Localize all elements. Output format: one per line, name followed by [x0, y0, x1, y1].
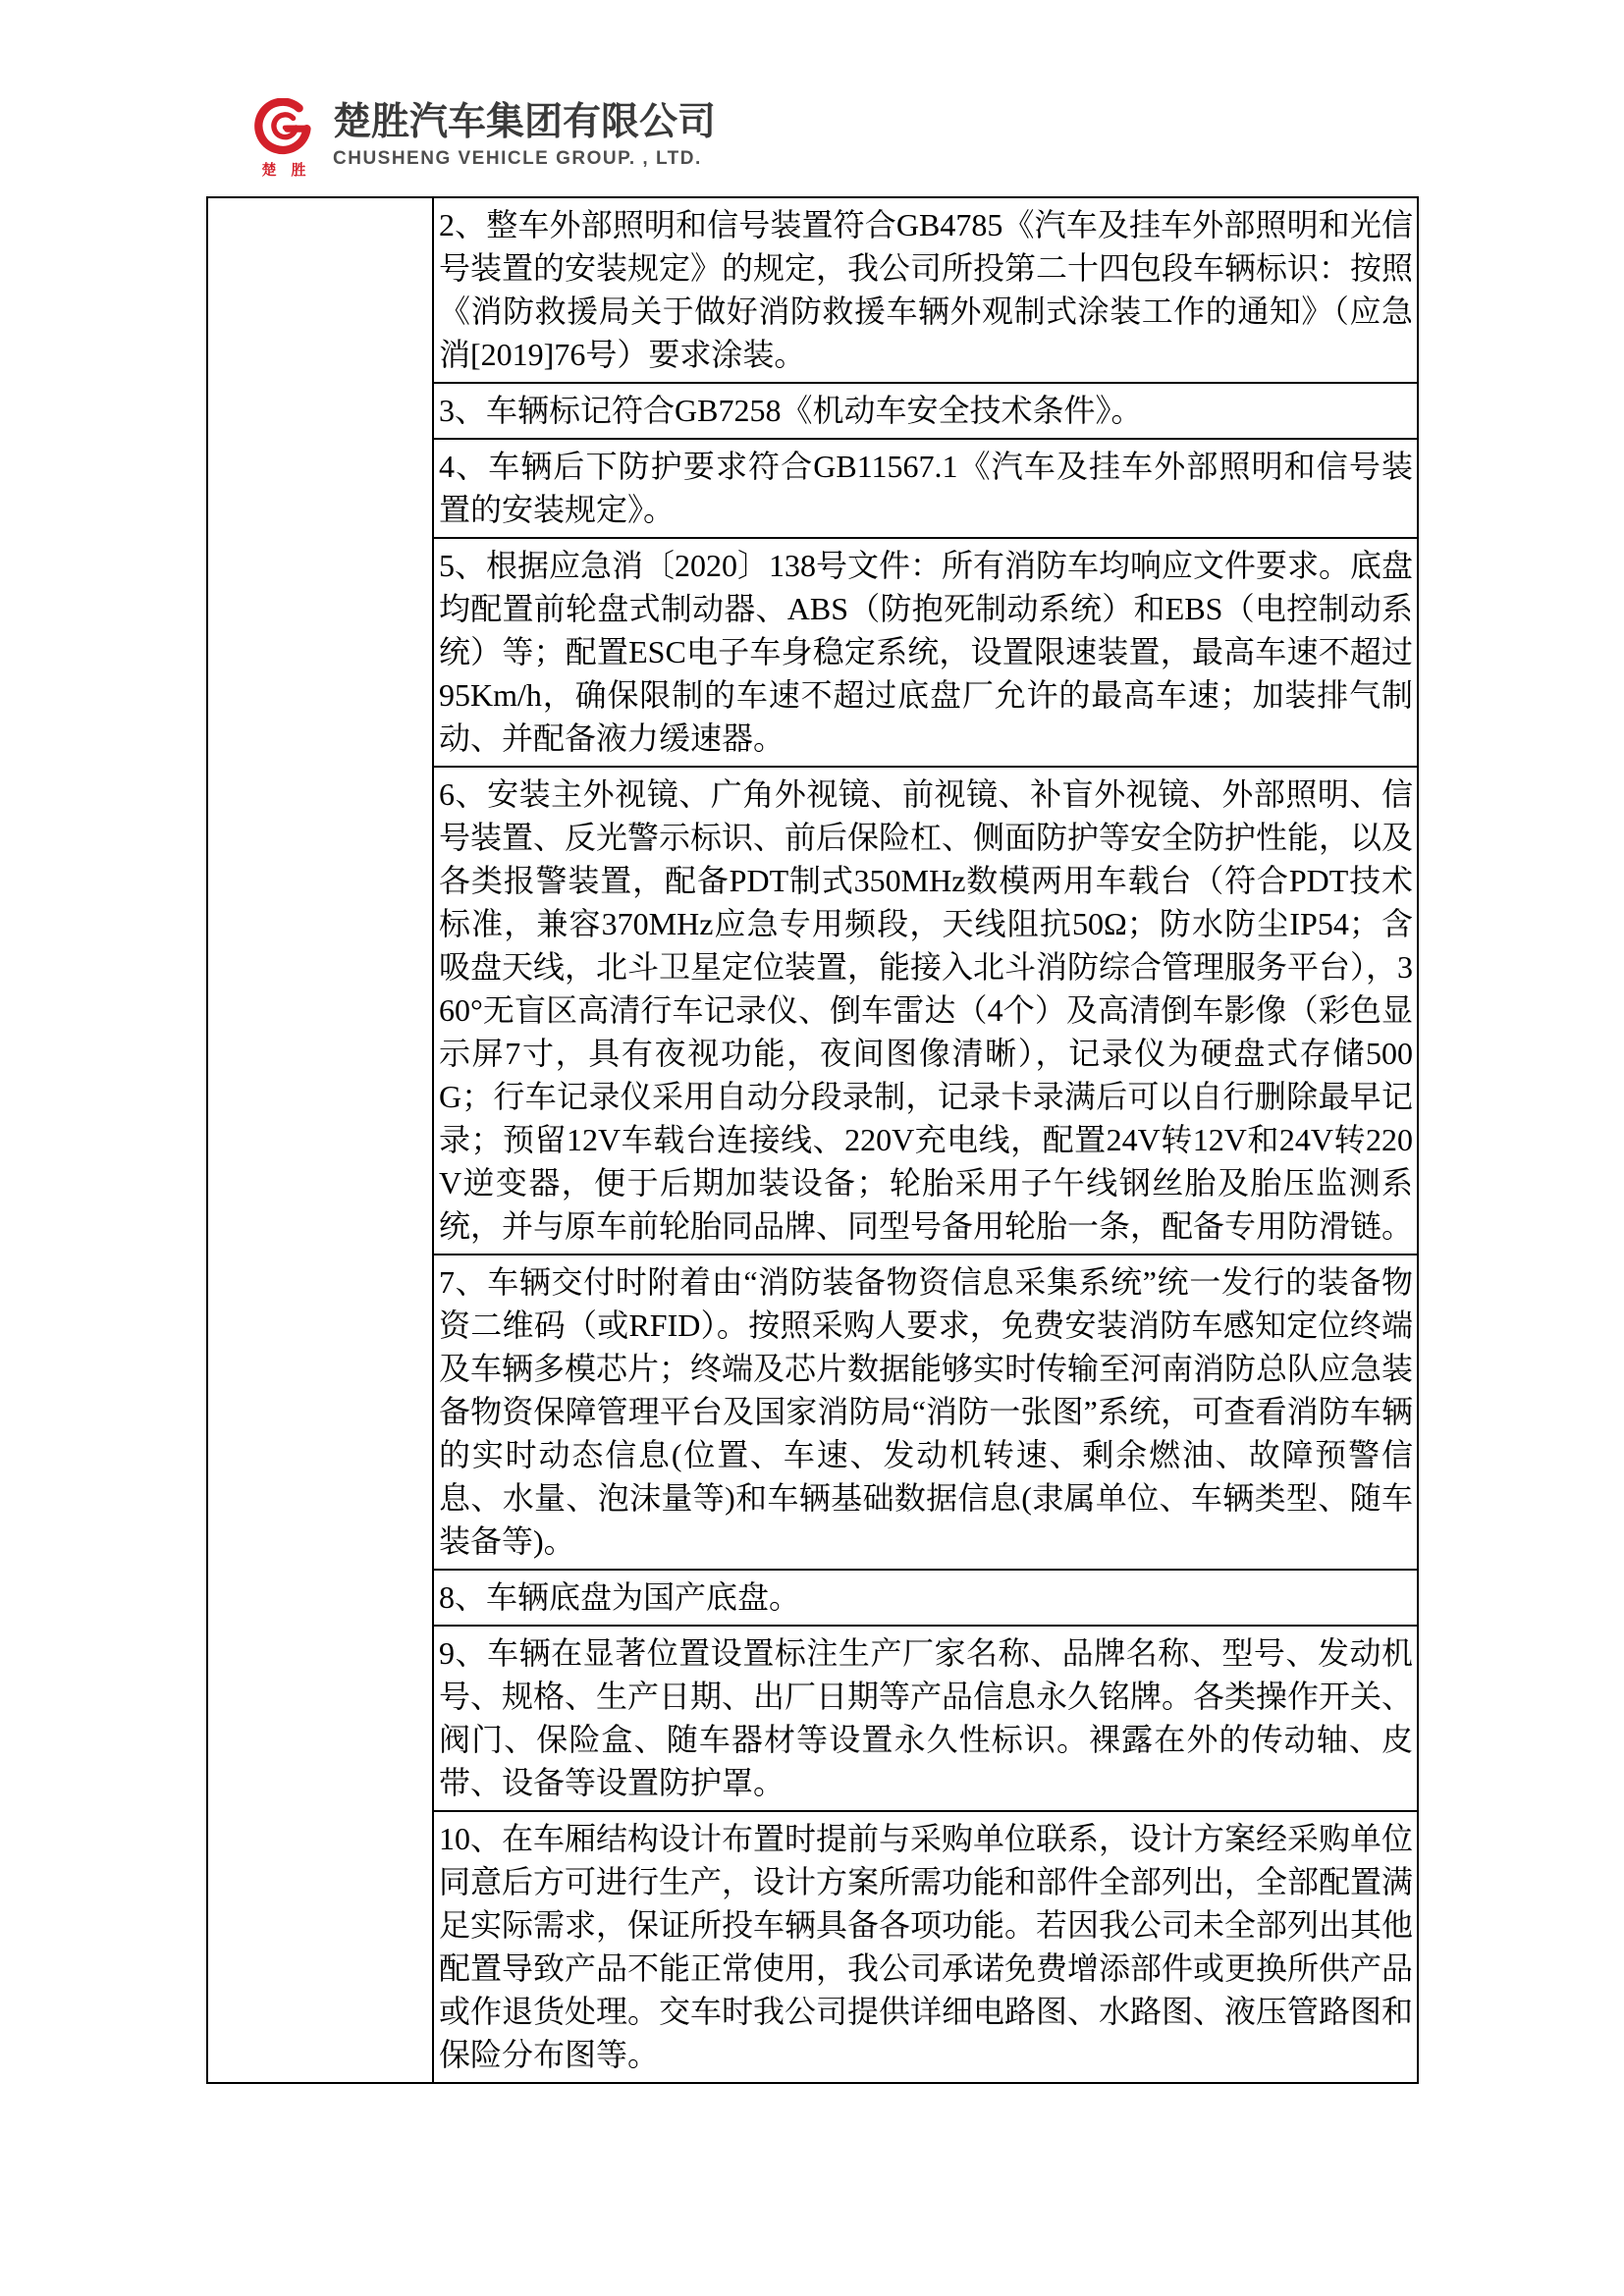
chusheng-g-emblem-icon	[250, 98, 317, 157]
spec-table	[206, 196, 1419, 2084]
page-header	[250, 98, 716, 180]
company-name-zh: 楚胜汽车集团有限公司	[333, 101, 717, 143]
table-row-item-4: 4、车辆后下防护要求符合GB11567.1《汽车及挂车外部照明和信号装置的安装规定》。	[434, 440, 1417, 539]
table-row-item-10: 10、在车厢结构设计布置时提前与采购单位联系，设计方案经采购单位同意后方可进行生产，设计方案所需功能和部件全部列出，全部配置满足实际需求，保证所投车辆具备各项功能。若因我公司未全部列出其他配置导致产品不能正常使用，我公司承诺免费增添部件或更换所供产品或作退货处理。交车时我公司提供详细电路图、水路图、液压管路图和保险分布图等。	[439, 1821, 1414, 2072]
table-row-item-8: 8、车辆底盘为国产底盘。	[434, 1571, 1417, 1627]
table-row-item-9: 9、车辆在显著位置设置标注生产厂家名称、品牌名称、型号、发动机号、规格、生产日期、出厂日期等产品信息永久铭牌。各类操作开关、阀门、保险盒、随车器材等设置永久性标识。裸露在外的传动轴、皮带、设备等设置防护罩。	[434, 1627, 1417, 1812]
company-logo	[250, 98, 317, 180]
table-row-item-7: 7、车辆交付时附着由“消防装备物资信息采集系统”统一发行的装备物资二维码（或RFID）。按照采购人要求，免费安装消防车感知定位终端及车辆多模芯片；终端及芯片数据能够实时传输至河南消防总队应急装备物资保障管理平台及国家消防局“消防一张图”系统，可查看消防车辆的实时动态信息(位置、车速、发动机转速、剩余燃油、故障预警信息、水量、泡沫量等)和车辆基础数据信息(隶属单位、车辆类型、随车装备等)。	[434, 1255, 1417, 1571]
company-name-block	[333, 98, 716, 170]
table-row-item-3: 3、车辆标记符合GB7258《机动车安全技术条件》。	[434, 384, 1417, 440]
table-row-item-5: 5、根据应急消〔2020〕138号文件：所有消防车均响应文件要求。底盘均配置前轮盘式制动器、ABS（防抱死制动系统）和EBS（电控制动系统）等；配置ESC电子车身稳定系统，设置限速装置，最高车速不超过95Km/h，确保限制的车速不超过底盘厂允许的最高车速；加装排气制动、并配备液力缓速器。	[434, 539, 1417, 768]
table-left-cell	[208, 198, 434, 2082]
logo-caption: 楚 胜	[261, 163, 306, 179]
table-row-item-6: 6、安装主外视镜、广角外视镜、前视镜、补盲外视镜、外部照明、信号装置、反光警示标识、前后保险杠、侧面防护等安全防护性能，以及各类报警装置，配备PDT制式350MHz数模两用车载台（符合PDT技术标准，兼容370MHz应急专用频段，天线阻抗50Ω；防水防尘IP54；含吸盘天线，北斗卫星定位装置，能接入北斗消防综合管理服务平台），360°无盲区高清行车记录仪、倒车雷达（4个）及高清倒车影像（彩色显示屏7寸，具有夜视功能，夜间图像清晰），记录仪为硬盘式存储500G；行车记录仪采用自动分段录制，记录卡录满后可以自行删除最早记录；预留12V车载台连接线、220V充电线，配置24V转12V和24V转220V逆变器，便于后期加装设备；轮胎采用子午线钢丝胎及胎压监测系统，并与原车前轮胎同品牌、同型号备用轮胎一条，配备专用防滑链。	[434, 768, 1417, 1255]
company-name-en: CHUSHENG VEHICLE GROUP. , LTD.	[333, 148, 702, 169]
table-row-item-2: 2、整车外部照明和信号装置符合GB4785《汽车及挂车外部照明和光信号装置的安装规定》的规定，我公司所投第二十四包段车辆标识：按照《消防救援局关于做好消防救援车辆外观制式涂装工作的通知》（应急消[2019]76号）要求涂装。	[434, 198, 1417, 384]
table-right-column	[434, 198, 1417, 2082]
